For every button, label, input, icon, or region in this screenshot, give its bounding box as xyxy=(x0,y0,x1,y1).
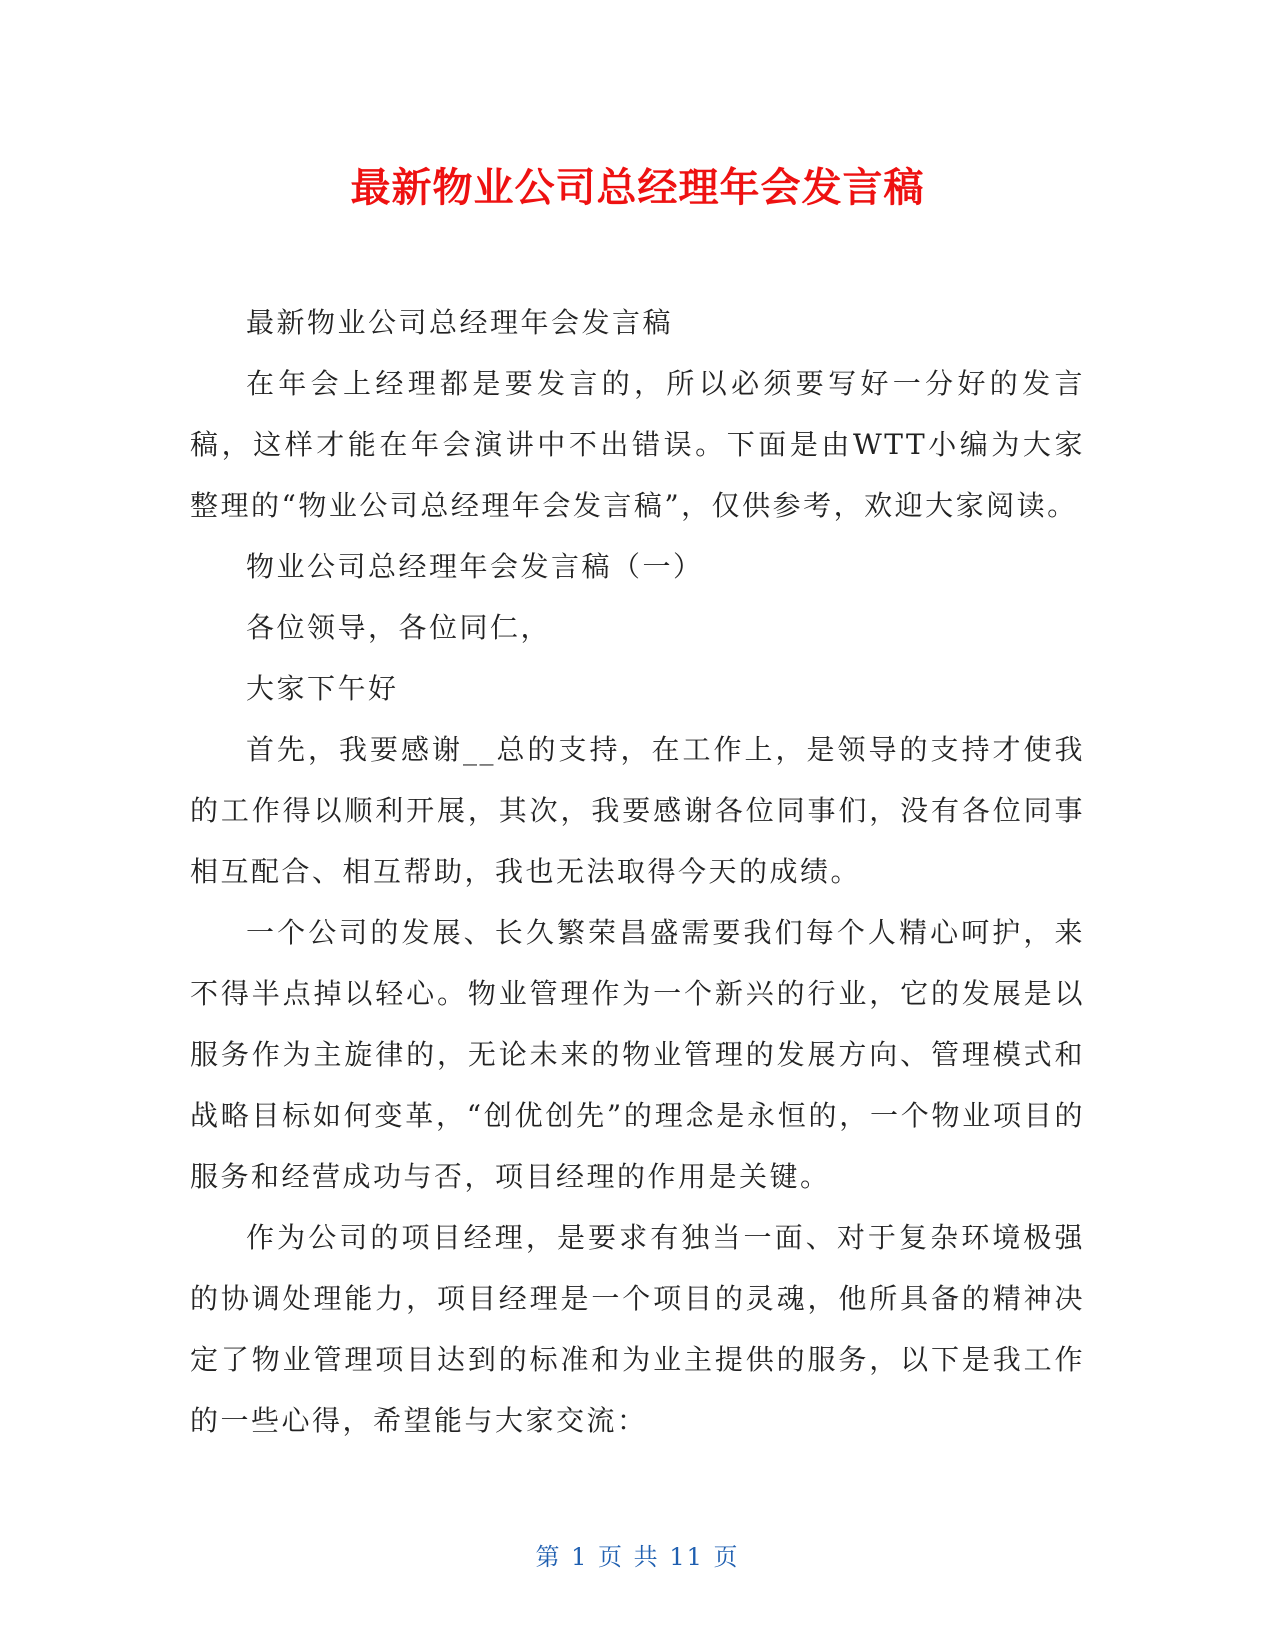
document-title: 最新物业公司总经理年会发言稿 xyxy=(350,165,925,211)
footer-middle: 页 共 xyxy=(598,1543,660,1571)
footer-suffix: 页 xyxy=(713,1543,740,1571)
paragraph: 作为公司的项目经理，是要求有独当一面、对于复杂环境极强的协调处理能力，项目经理是一个项目的灵魂，他所具备的精神决定了物业管理项目达到的标准和为业主提供的服务，以下是我工作的一些心得，希望能与大家交流： xyxy=(190,1221,1085,1437)
paragraph: 在年会上经理都是要发言的，所以必须要写好一分好的发言稿，这样才能在年会演讲中不出错误。下面是由WTT小编为大家整理的“物业公司总经理年会发言稿”，仅供参考，欢迎大家阅读。 xyxy=(190,367,1085,522)
paragraph: 一个公司的发展、长久繁荣昌盛需要我们每个人精心呵护，来不得半点掉以轻心。物业管理作为一个新兴的行业，它的发展是以服务作为主旋律的，无论未来的物业管理的发展方向、管理模式和战略目标如何变革，“创优创先”的理念是永恒的，一个物业项目的服务和经营成功与否，项目经理的作用是关键。 xyxy=(190,916,1085,1193)
footer-total-pages: 11 xyxy=(669,1543,704,1571)
footer-prefix: 第 xyxy=(535,1543,562,1571)
document-body xyxy=(190,292,1085,1451)
paragraph: 首先，我要感谢__总的支持，在工作上，是领导的支持才使我的工作得以顺利开展，其次，我要感谢各位同事们，没有各位同事相互配合、相互帮助，我也无法取得今天的成绩。 xyxy=(190,733,1085,888)
paragraph: 最新物业公司总经理年会发言稿 xyxy=(246,306,674,339)
page-footer xyxy=(0,1540,1275,1574)
paragraph: 物业公司总经理年会发言稿（一） xyxy=(246,550,704,583)
paragraph: 各位领导，各位同仁， xyxy=(246,611,552,644)
footer-current-page: 1 xyxy=(571,1543,589,1571)
paragraph: 大家下午好 xyxy=(246,672,399,705)
